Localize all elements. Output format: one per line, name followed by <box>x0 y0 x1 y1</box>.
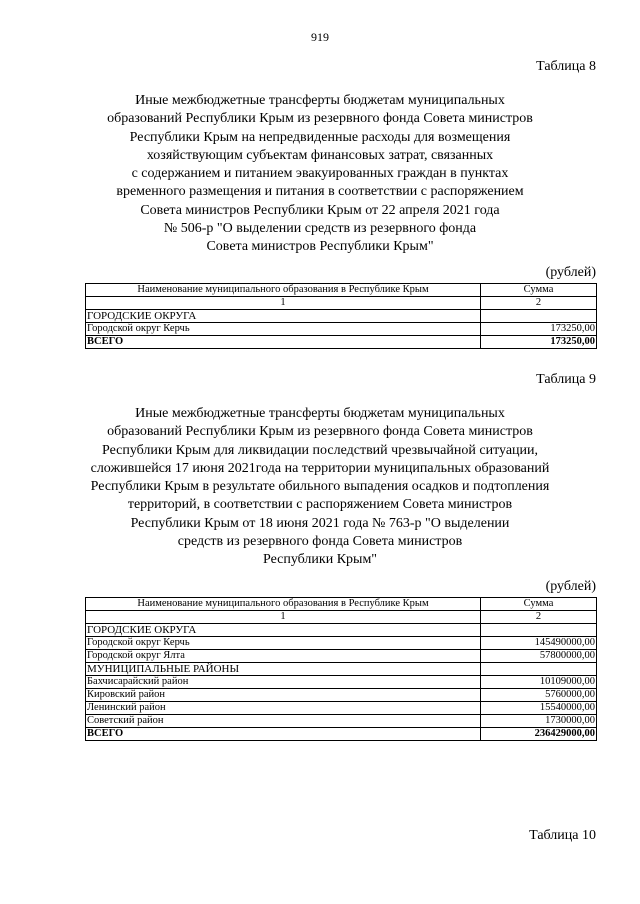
total-label: ВСЕГО <box>86 336 481 349</box>
column-number-2: 2 <box>481 611 597 624</box>
total-label: ВСЕГО <box>86 728 481 741</box>
group-row <box>86 663 597 676</box>
page-number: 919 <box>311 30 329 44</box>
row-sum: 173250,00 <box>481 323 597 336</box>
row-name: Бахчисарайский район <box>86 676 481 689</box>
header-name: Наименование муниципального образования в Республике Крым <box>86 598 481 611</box>
table-8-title: Иные межбюджетные трансферты бюджетам муниципальных образований Республики Крым из резервного фонда Совета министров Республики Крым на непредвиденные расходы для возмещения хозяйствующим субъектам финансовых затрат, связанных с содержанием и питанием эвакуированных граждан в пунктах временного размещения и питания в соответствии с распоряжением Совета министров Республики Крым от 22 апреля 2021 года № 506-р "О выделении средств из резервного фонда Совета министров Республики Крым" <box>107 93 533 255</box>
row-name: Городской округ Ялта <box>86 650 481 663</box>
header-name: Наименование муниципального образования в Республике Крым <box>86 284 481 297</box>
table-row <box>86 689 597 702</box>
table-10-label: Таблица 10 <box>529 828 596 843</box>
row-sum: 1730000,00 <box>481 715 597 728</box>
group-name: ГОРОДСКИЕ ОКРУГА <box>86 310 481 323</box>
table-row <box>86 702 597 715</box>
group-name: ГОРОДСКИЕ ОКРУГА <box>86 624 481 637</box>
row-name: Городской округ Керчь <box>86 323 481 336</box>
total-row <box>86 728 597 741</box>
table-header-row <box>86 284 597 297</box>
table-number-row <box>86 297 597 310</box>
row-name: Советский район <box>86 715 481 728</box>
column-number-1: 1 <box>86 297 481 310</box>
row-sum: 5760000,00 <box>481 689 597 702</box>
column-number-2: 2 <box>481 297 597 310</box>
row-name: Ленинский район <box>86 702 481 715</box>
table-8 <box>85 283 597 349</box>
table-9-label: Таблица 9 <box>536 372 596 387</box>
row-name: Кировский район <box>86 689 481 702</box>
row-sum: 15540000,00 <box>481 702 597 715</box>
column-number-1: 1 <box>86 611 481 624</box>
total-row <box>86 336 597 349</box>
table-header-row <box>86 598 597 611</box>
table-number-row <box>86 611 597 624</box>
total-sum: 173250,00 <box>481 336 597 349</box>
row-sum: 145490000,00 <box>481 637 597 650</box>
row-name: Городской округ Керчь <box>86 637 481 650</box>
table-row <box>86 715 597 728</box>
row-sum: 57800000,00 <box>481 650 597 663</box>
table-8-label: Таблица 8 <box>536 59 596 74</box>
row-sum: 10109000,00 <box>481 676 597 689</box>
table-row <box>86 676 597 689</box>
table-row <box>86 650 597 663</box>
table-9-title: Иные межбюджетные трансферты бюджетам муниципальных образований Республики Крым из резервного фонда Совета министров Республики Крым для ликвидации последствий чрезвычайной ситуации, сложившейся 17 июня 2021года на территории муниципальных образований Республики Крым в результате обильного выпадения осадков и подтопления территорий, в соответствии с распоряжением Совета министров Республики Крым от 18 июня 2021 года № 763-р "О выделении средств из резервного фонда Совета министров Республики Крым" <box>90 406 550 568</box>
table-9 <box>85 597 597 741</box>
group-row <box>86 310 597 323</box>
table-9-units: (рублей) <box>545 579 596 594</box>
header-sum: Сумма <box>481 284 597 297</box>
total-sum: 236429000,00 <box>481 728 597 741</box>
table-row <box>86 637 597 650</box>
group-row <box>86 624 597 637</box>
group-name: МУНИЦИПАЛЬНЫЕ РАЙОНЫ <box>86 663 481 676</box>
table-row <box>86 323 597 336</box>
header-sum: Сумма <box>481 598 597 611</box>
table-8-units: (рублей) <box>545 265 596 280</box>
